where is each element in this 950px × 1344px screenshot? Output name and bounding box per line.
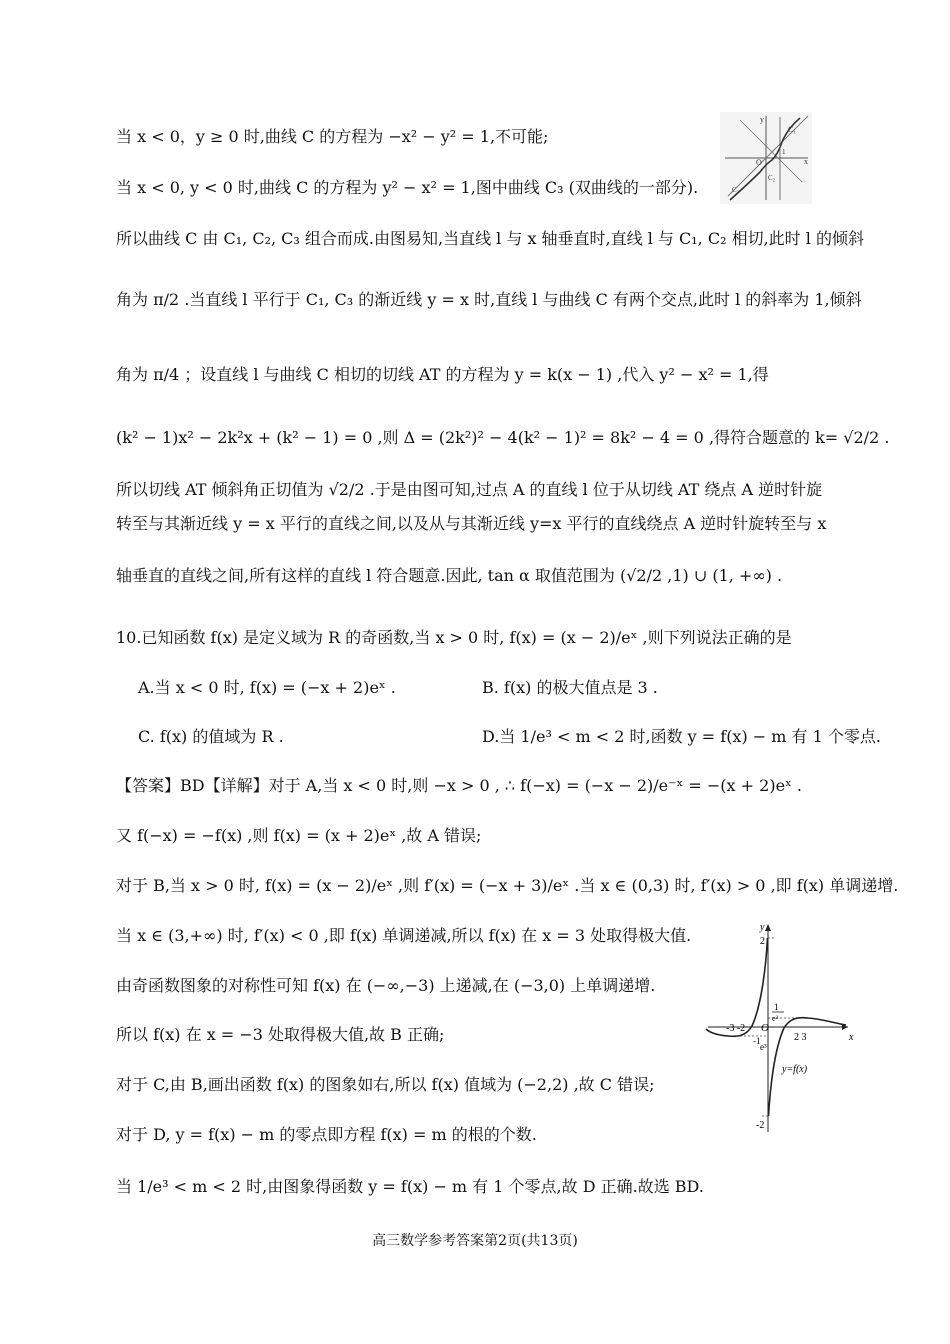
option-a: A.当 x < 0 时, f(x) = (−x + 2)eˣ . — [138, 678, 396, 697]
text-line-13: 对于 B,当 x > 0 时, f(x) = (x − 2)/eˣ ,则 f′(x) = (−x + 3)/eˣ .当 x ∈ (0,3) 时, f′(x) > 0 ,即 f(x) 单调递增. — [116, 876, 899, 895]
label-c2: C₂ — [768, 174, 776, 182]
curve-right-branch — [769, 1018, 847, 1116]
answer-line: 【答案】BD【详解】对于 A,当 x < 0 时,则 −x > 0 , ∴ f(−x) = (−x − 2)/e⁻ˣ = −(x + 2)eˣ . — [116, 776, 802, 795]
label-neg-two: -2 — [756, 1120, 765, 1131]
text-line-1: 当 x < 0，y ≥ 0 时,曲线 C 的方程为 −x² − y² = 1,不可能; — [116, 127, 549, 146]
text-line-19: 当 1/e³ < m < 2 时,由图象得函数 y = f(x) − m 有 1 个零点,故 D 正确.故选 BD. — [116, 1177, 704, 1196]
option-b: B. f(x) 的极大值点是 3 . — [482, 678, 658, 697]
label-e3: e³ — [772, 1014, 778, 1023]
option-c: C. f(x) 的值域为 R . — [138, 727, 284, 746]
text-line-17: 对于 C,由 B,画出函数 f(x) 的图象如右,所以 f(x) 值域为 (−2,2) ,故 C 错误; — [116, 1075, 655, 1094]
curve-c-figure — [720, 112, 812, 204]
label-curve: y=f(x) — [782, 1064, 808, 1075]
page-footer: 高三数学参考答案第2页(共13页) — [372, 1233, 578, 1249]
label-neg-e3: e³ — [760, 1042, 767, 1052]
label-origin: O — [756, 158, 762, 167]
label-y: y — [760, 115, 764, 124]
label-x: x — [849, 1032, 854, 1043]
text-line-14: 当 x ∈ (3,+∞) 时, f′(x) < 0 ,即 f(x) 单调递减,所以 f(x) 在 x = 3 处取得极大值. — [116, 926, 692, 945]
label-c1: C₁ — [788, 125, 797, 134]
text-line-9: 轴垂直的直线之间,所有这样的直线 l 符合题意.因此, tan α 取值范围为 (√2/2 ,1) ∪ (1, +∞) . — [116, 566, 783, 585]
text-line-18: 对于 D, y = f(x) − m 的零点即方程 f(x) = m 的根的个数. — [116, 1125, 537, 1144]
y-axis-arrow — [765, 924, 771, 931]
text-line-4: 角为 π/2 .当直线 l 平行于 C₁, C₃ 的渐近线 y = x 时,直线 l 与曲线 C 有两个交点,此时 l 的斜率为 1,倾斜 — [116, 290, 862, 309]
text-line-2: 当 x < 0, y < 0 时,曲线 C 的方程为 y² − x² = 1,图中曲线 C₃ (双曲线的一部分). — [116, 178, 699, 197]
question-10-stem: 10.已知函数 f(x) 是定义域为 R 的奇函数,当 x > 0 时, f(x) = (x − 2)/eˣ ,则下列说法正确的是 — [116, 628, 792, 647]
label-two: 2 — [760, 936, 765, 947]
curve-left-branch — [706, 938, 768, 1036]
label-c3: C₃ — [732, 186, 740, 194]
label-left-ticks: -3 -2 — [726, 1023, 746, 1034]
label-origin: O — [761, 1022, 769, 1034]
text-line-15: 由奇函数图象的对称性可知 f(x) 在 (−∞,−3) 上递减,在 (−3,0) 上单调递增. — [116, 976, 656, 995]
text-line-12: 又 f(−x) = −f(x) ,则 f(x) = (x + 2)eˣ ,故 A 错误; — [116, 826, 482, 845]
text-line-3: 所以曲线 C 由 C₁, C₂, C₃ 组合而成.由图易知,当直线 l 与 x 轴垂直时,直线 l 与 C₁, C₂ 相切,此时 l 的倾斜 — [116, 229, 864, 248]
fx-graph-figure — [704, 920, 854, 1135]
label-x: x — [804, 157, 808, 166]
text-line-7: 所以切线 AT 倾斜角正切值为 √2/2 .于是由图可知,过点 A 的直线 l 位于从切线 AT 绕点 A 逆时针旋 — [116, 480, 823, 499]
label-one: 1 — [774, 1002, 779, 1012]
text-line-6: (k² − 1)x² − 2k²x + (k² − 1) = 0 ,则 Δ = (2k²)² − 4(k² − 1)² = 8k² − 4 = 0 ,得符合题意的 k= √2/2 . — [116, 428, 890, 447]
label-one: 1 — [782, 148, 786, 156]
text-line-16: 所以 f(x) 在 x = −3 处取得极大值,故 B 正确; — [116, 1025, 445, 1044]
label-neg-one: -1 — [753, 1036, 761, 1046]
text-line-8: 转至与其渐近线 y = x 平行的直线之间,以及从与其渐近线 y=x 平行的直线绕点 A 逆时针旋转至与 x — [116, 514, 827, 533]
label-right-ticks: 2 3 — [794, 1032, 807, 1043]
label-y: y — [760, 922, 765, 933]
text-line-5: 角为 π/4 ；设直线 l 与曲线 C 相切的切线 AT 的方程为 y = k(x − 1) ,代入 y² − x² = 1,得 — [116, 365, 769, 384]
option-d: D.当 1/e³ < m < 2 时,函数 y = f(x) − m 有 1 个零点. — [482, 727, 881, 746]
